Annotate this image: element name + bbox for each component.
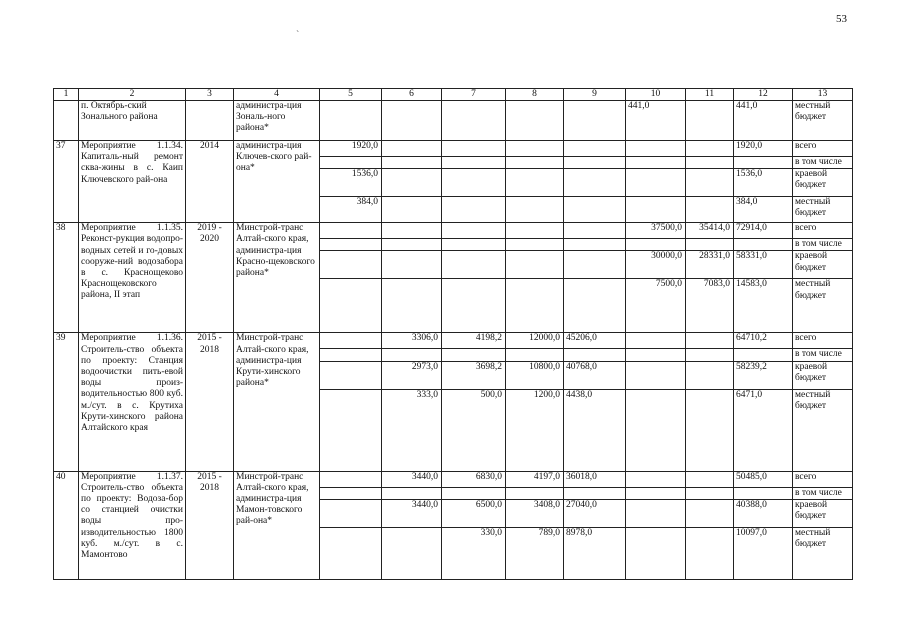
cell-11 <box>686 471 734 487</box>
funding-source: краевой бюджет <box>793 499 853 527</box>
cell-11 <box>686 157 734 169</box>
header-col-6: 6 <box>382 89 442 101</box>
cell-11 <box>686 389 734 471</box>
cell-10 <box>626 389 686 471</box>
header-col-11: 11 <box>686 89 734 101</box>
cell-8: 12000,0 <box>506 333 564 349</box>
cell-8 <box>506 169 564 197</box>
cell-11 <box>686 141 734 157</box>
header-col-1: 1 <box>54 89 79 101</box>
cell-8: 1200,0 <box>506 389 564 471</box>
cell-7: 4198,2 <box>442 333 506 349</box>
cell-7 <box>442 141 506 157</box>
cell-12: 58331,0 <box>734 251 793 279</box>
cell-6 <box>382 251 442 279</box>
funding-source: всего <box>793 471 853 487</box>
cell-12: 14583,0 <box>734 279 793 333</box>
cell-5 <box>320 251 382 279</box>
cell-6 <box>382 157 442 169</box>
measure-name: Мероприятие 1.1.34. Капиталь-ный ремонт сква-жины в с. Каип Ключевского рай-она <box>79 141 186 223</box>
cell-9 <box>564 349 626 361</box>
header-col-10: 10 <box>626 89 686 101</box>
funding-source: всего <box>793 141 853 157</box>
cell-9 <box>564 223 626 239</box>
cell-8: 789,0 <box>506 527 564 579</box>
measure-name: Мероприятие 1.1.37. Строитель-ство объекта по проекту: Водоза-бор со станцией очистки воды про-изводительностью 1800 куб. м./сут. в с. Мамонтово <box>79 471 186 579</box>
header-col-13: 13 <box>793 89 853 101</box>
stray-mark: ` <box>296 30 300 41</box>
cell-12: 40388,0 <box>734 499 793 527</box>
table-row <box>54 141 853 157</box>
cell-7: 330,0 <box>442 527 506 579</box>
cell-9: 4438,0 <box>564 389 626 471</box>
cell-12 <box>734 349 793 361</box>
cell-7: 3698,2 <box>442 361 506 389</box>
cell-11 <box>686 349 734 361</box>
cell-12: 1536,0 <box>734 169 793 197</box>
cell-8 <box>506 487 564 499</box>
cell-8 <box>506 349 564 361</box>
header-row <box>54 89 853 101</box>
cell-5 <box>320 223 382 239</box>
cell-11 <box>686 499 734 527</box>
table-row <box>54 333 853 349</box>
cell-10 <box>626 361 686 389</box>
cell-6: 3440,0 <box>382 499 442 527</box>
executor: администра-ция Ключев-ского рай-она* <box>234 141 320 223</box>
header-col-5: 5 <box>320 89 382 101</box>
cell-num <box>54 101 79 141</box>
cell-6: 333,0 <box>382 389 442 471</box>
cell-5 <box>320 157 382 169</box>
program-table <box>53 88 853 580</box>
cell-7 <box>442 157 506 169</box>
cell-9: 8978,0 <box>564 527 626 579</box>
cell-6 <box>382 101 442 141</box>
cell-8 <box>506 141 564 157</box>
funding-source: местный бюджет <box>793 527 853 579</box>
cell-9: 36018,0 <box>564 471 626 487</box>
row-number: 40 <box>54 471 79 579</box>
period: 2019 - 2020 <box>186 223 234 333</box>
cell-7: 6500,0 <box>442 499 506 527</box>
cell-10 <box>626 471 686 487</box>
cell-10 <box>626 333 686 349</box>
cell-6 <box>382 279 442 333</box>
period: 2014 <box>186 141 234 223</box>
cell-11 <box>686 361 734 389</box>
cell-8: 10800,0 <box>506 361 564 389</box>
cell-12: 1920,0 <box>734 141 793 157</box>
cell-6 <box>382 223 442 239</box>
funding-source: в том числе <box>793 349 853 361</box>
cell-6: 3306,0 <box>382 333 442 349</box>
cell-9 <box>564 169 626 197</box>
cell-7 <box>442 101 506 141</box>
cell-9 <box>564 279 626 333</box>
cell-5: 384,0 <box>320 197 382 223</box>
cell-10: 441,0 <box>626 101 686 141</box>
cell-11 <box>686 487 734 499</box>
cell-6: 3440,0 <box>382 471 442 487</box>
cell-10 <box>626 197 686 223</box>
cell-10 <box>626 499 686 527</box>
cell-9: 40768,0 <box>564 361 626 389</box>
row-number: 38 <box>54 223 79 333</box>
funding-source: всего <box>793 333 853 349</box>
cell-12: 72914,0 <box>734 223 793 239</box>
cell-7 <box>442 349 506 361</box>
cell-10 <box>626 157 686 169</box>
cell-5 <box>320 279 382 333</box>
funding-source: краевой бюджет <box>793 169 853 197</box>
funding-source: в том числе <box>793 239 853 251</box>
cell-11 <box>686 239 734 251</box>
cell-11: 28331,0 <box>686 251 734 279</box>
executor: администра-ция Зональ-ного района* <box>234 101 320 141</box>
table-row <box>54 471 853 487</box>
cell-5: 1920,0 <box>320 141 382 157</box>
cell-7 <box>442 487 506 499</box>
funding-source: местный бюджет <box>793 279 853 333</box>
row-number: 39 <box>54 333 79 471</box>
row-number: 37 <box>54 141 79 223</box>
cell-9 <box>564 141 626 157</box>
cell-6 <box>382 239 442 251</box>
cell-6 <box>382 197 442 223</box>
cell-11: 7083,0 <box>686 279 734 333</box>
cell-9 <box>564 239 626 251</box>
executor: Минстрой-транс Алтай-ского края, администра-ция Мамон-товского рай-она* <box>234 471 320 579</box>
cell-8 <box>506 197 564 223</box>
period: 2015 - 2018 <box>186 333 234 471</box>
cell-8: 4197,0 <box>506 471 564 487</box>
header-col-2: 2 <box>79 89 186 101</box>
cell-12 <box>734 157 793 169</box>
cell-period <box>186 101 234 141</box>
table-row <box>54 101 853 141</box>
header-col-3: 3 <box>186 89 234 101</box>
cell-7 <box>442 279 506 333</box>
cell-9 <box>564 251 626 279</box>
cell-11: 35414,0 <box>686 223 734 239</box>
funding-source: местный бюджет <box>793 197 853 223</box>
cell-6 <box>382 349 442 361</box>
funding-source: краевой бюджет <box>793 251 853 279</box>
cell-5: 1536,0 <box>320 169 382 197</box>
cell-5 <box>320 487 382 499</box>
cell-12: 384,0 <box>734 197 793 223</box>
funding-source: в том числе <box>793 157 853 169</box>
executor: Минстрой-транс Алтай-ского края, администра-ция Красно-щековского района* <box>234 223 320 333</box>
cell-5 <box>320 349 382 361</box>
cell-12: 64710,2 <box>734 333 793 349</box>
cell-10 <box>626 239 686 251</box>
cell-10 <box>626 527 686 579</box>
cell-7 <box>442 169 506 197</box>
header-col-9: 9 <box>564 89 626 101</box>
measure-name: п. Октябрь-ский Зонального района <box>79 101 186 141</box>
cell-9 <box>564 157 626 169</box>
period: 2015 - 2018 <box>186 471 234 579</box>
cell-12: 50485,0 <box>734 471 793 487</box>
cell-5 <box>320 239 382 251</box>
cell-6 <box>382 487 442 499</box>
cell-5 <box>320 389 382 471</box>
cell-11 <box>686 101 734 141</box>
cell-7 <box>442 197 506 223</box>
cell-9: 45206,0 <box>564 333 626 349</box>
cell-11 <box>686 197 734 223</box>
table-row <box>54 223 853 239</box>
cell-10: 30000,0 <box>626 251 686 279</box>
funding-source: в том числе <box>793 487 853 499</box>
cell-10 <box>626 349 686 361</box>
cell-12: 58239,2 <box>734 361 793 389</box>
cell-12 <box>734 487 793 499</box>
cell-12: 6471,0 <box>734 389 793 471</box>
cell-7: 500,0 <box>442 389 506 471</box>
cell-9 <box>564 101 626 141</box>
cell-8 <box>506 239 564 251</box>
cell-7: 6830,0 <box>442 471 506 487</box>
cell-5 <box>320 361 382 389</box>
cell-10: 7500,0 <box>626 279 686 333</box>
cell-7 <box>442 239 506 251</box>
cell-11 <box>686 169 734 197</box>
cell-6: 2973,0 <box>382 361 442 389</box>
cell-10 <box>626 487 686 499</box>
cell-10: 37500,0 <box>626 223 686 239</box>
header-col-12: 12 <box>734 89 793 101</box>
cell-12: 441,0 <box>734 101 793 141</box>
cell-7 <box>442 223 506 239</box>
page-number: 53 <box>836 13 847 25</box>
cell-9 <box>564 487 626 499</box>
cell-9 <box>564 197 626 223</box>
cell-8 <box>506 101 564 141</box>
cell-5 <box>320 527 382 579</box>
cell-7 <box>442 251 506 279</box>
executor: Минстрой-транс Алтай-ского края, администра-ция Крути-хинского района* <box>234 333 320 471</box>
funding-source: местный бюджет <box>793 101 853 141</box>
header-col-8: 8 <box>506 89 564 101</box>
cell-10 <box>626 169 686 197</box>
cell-11 <box>686 527 734 579</box>
cell-5 <box>320 499 382 527</box>
measure-name: Мероприятие 1.1.36. Строитель-ство объекта по проекту: Станция водоочистки пить-евой воды произ-водительностью 800 куб. м./сут. в с. Крутиха Крути-хинского района Алтайского края <box>79 333 186 471</box>
cell-5 <box>320 471 382 487</box>
cell-12 <box>734 239 793 251</box>
cell-8 <box>506 223 564 239</box>
cell-6 <box>382 141 442 157</box>
header-col-7: 7 <box>442 89 506 101</box>
cell-9: 27040,0 <box>564 499 626 527</box>
cell-11 <box>686 333 734 349</box>
cell-6 <box>382 527 442 579</box>
funding-source: местный бюджет <box>793 389 853 471</box>
cell-5 <box>320 101 382 141</box>
cell-8: 3408,0 <box>506 499 564 527</box>
cell-8 <box>506 157 564 169</box>
cell-8 <box>506 251 564 279</box>
cell-10 <box>626 141 686 157</box>
cell-6 <box>382 169 442 197</box>
measure-name: Мероприятие 1.1.35. Реконст-рукция водопро-водных сетей и го-довых сооруже-ний водозабора в с. Краснощеково Краснощековского района, II этап <box>79 223 186 333</box>
header-col-4: 4 <box>234 89 320 101</box>
funding-source: всего <box>793 223 853 239</box>
cell-5 <box>320 333 382 349</box>
funding-source: краевой бюджет <box>793 361 853 389</box>
cell-12: 10097,0 <box>734 527 793 579</box>
cell-8 <box>506 279 564 333</box>
